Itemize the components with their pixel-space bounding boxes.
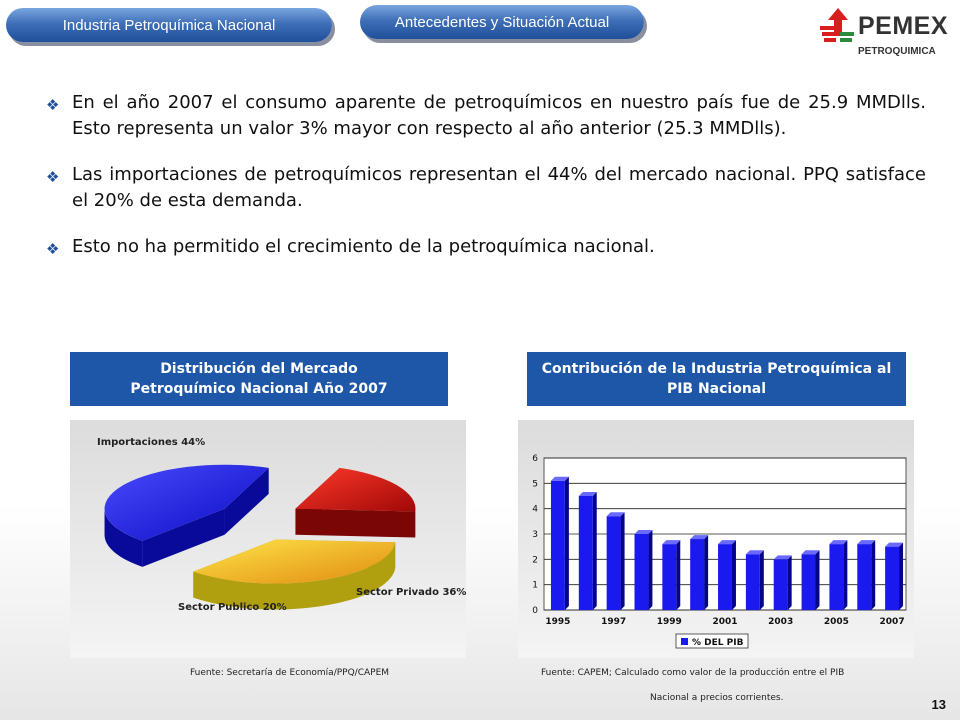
bar (690, 539, 704, 610)
page-number: 13 (931, 697, 946, 712)
y-tick-label: 1 (532, 580, 538, 591)
x-tick-label: 1999 (656, 617, 682, 627)
pemex-logo (818, 6, 948, 64)
x-tick-label: 2001 (712, 617, 738, 627)
bullet-text: En el año 2007 el consumo aparente de petroquímicos en nuestro país fue de 25.9 MMDlls. Esto representa un valor 3% mayor con respecto al año anterior (25.3 MMDlls). (72, 92, 926, 139)
bar (746, 554, 760, 610)
x-tick-label: 1997 (601, 617, 627, 627)
bar-side (816, 550, 820, 610)
bar-side (732, 540, 736, 610)
bar-source-note-line1: Fuente: CAPEM; Calculado como valor de la producción entre el PIB (541, 668, 845, 678)
x-tick-label: 1995 (545, 617, 571, 627)
x-tick-label: 2003 (768, 617, 794, 627)
diamond-bullet-icon: ❖ (46, 96, 60, 114)
bar (635, 534, 649, 610)
y-tick-label: 0 (532, 606, 538, 616)
bar-title-line1: Contribución de la Industria Petroquímica al (541, 361, 892, 377)
bar-chart-panel (518, 420, 914, 658)
bar (829, 544, 843, 610)
bar-side (871, 540, 875, 610)
bar-side (899, 543, 903, 610)
pie-slice (295, 468, 415, 512)
tab-antecedentes[interactable]: Antecedentes y Situación Actual (360, 5, 644, 39)
bar-side (704, 535, 708, 610)
pie-chart-panel (70, 420, 466, 658)
tab-industria-petroquimica[interactable]: Industria Petroquímica Nacional (6, 8, 332, 42)
x-tick-label: 2007 (879, 617, 905, 627)
pie-label-sector-publico: Sector Publico 20% (178, 602, 287, 613)
x-tick-label: 2005 (823, 617, 849, 627)
logo-subtitle: PETROQUIMICA (858, 46, 936, 57)
y-tick-label: 4 (532, 504, 538, 515)
pie-label-importaciones: Importaciones 44% (97, 437, 206, 448)
y-tick-label: 2 (532, 555, 538, 566)
bullet-text: Las importaciones de petroquímicos representan el 44% del mercado nacional. PPQ satisface el 20% de esta demanda. (72, 164, 926, 211)
bar-title-line2: PIB Nacional (666, 381, 767, 397)
bar-source-note-line2: Nacional a precios corrientes. (650, 693, 784, 703)
bar-side (760, 550, 764, 610)
bar-side (621, 512, 625, 610)
bar (885, 547, 899, 610)
bar (774, 559, 788, 610)
bar-chart-title (527, 352, 906, 406)
bullet-item (46, 234, 926, 262)
pemex-eagle-icon (818, 6, 858, 48)
bar-side (593, 492, 597, 610)
bar (607, 516, 621, 610)
y-tick-label: 6 (532, 454, 538, 464)
bar-side (676, 540, 680, 610)
legend-label: % DEL PIB (692, 638, 744, 648)
bar (662, 544, 676, 610)
pie-slice-wall (295, 509, 415, 538)
y-tick-label: 5 (532, 479, 538, 490)
logo-wordmark: PEMEX (858, 12, 949, 40)
bar (802, 554, 816, 610)
legend-swatch (681, 638, 688, 645)
bar-chart (518, 420, 914, 658)
bar-side (788, 555, 792, 610)
bullet-item (46, 90, 926, 142)
pie-chart-title (70, 352, 448, 406)
bar-side (648, 530, 652, 610)
pie-title-line1: Distribución del Mercado (160, 361, 358, 377)
bar (718, 544, 732, 610)
bullet-item (46, 162, 926, 214)
bar-side (843, 540, 847, 610)
bar-side (565, 477, 569, 610)
bullet-text: Esto no ha permitido el crecimiento de la petroquímica nacional. (72, 236, 655, 257)
bar (857, 544, 871, 610)
bullet-list (46, 90, 926, 282)
bar (551, 481, 565, 610)
diamond-bullet-icon: ❖ (46, 240, 60, 258)
pie-label-sector-privado: Sector Privado 36% (356, 587, 466, 598)
bar (579, 496, 593, 610)
pie-source-note: Fuente: Secretaría de Economía/PPQ/CAPEM (190, 668, 390, 678)
y-tick-label: 3 (532, 530, 538, 540)
pie-chart (70, 420, 466, 658)
diamond-bullet-icon: ❖ (46, 168, 60, 186)
pie-title-line2: Petroquímico Nacional Año 2007 (130, 381, 388, 397)
